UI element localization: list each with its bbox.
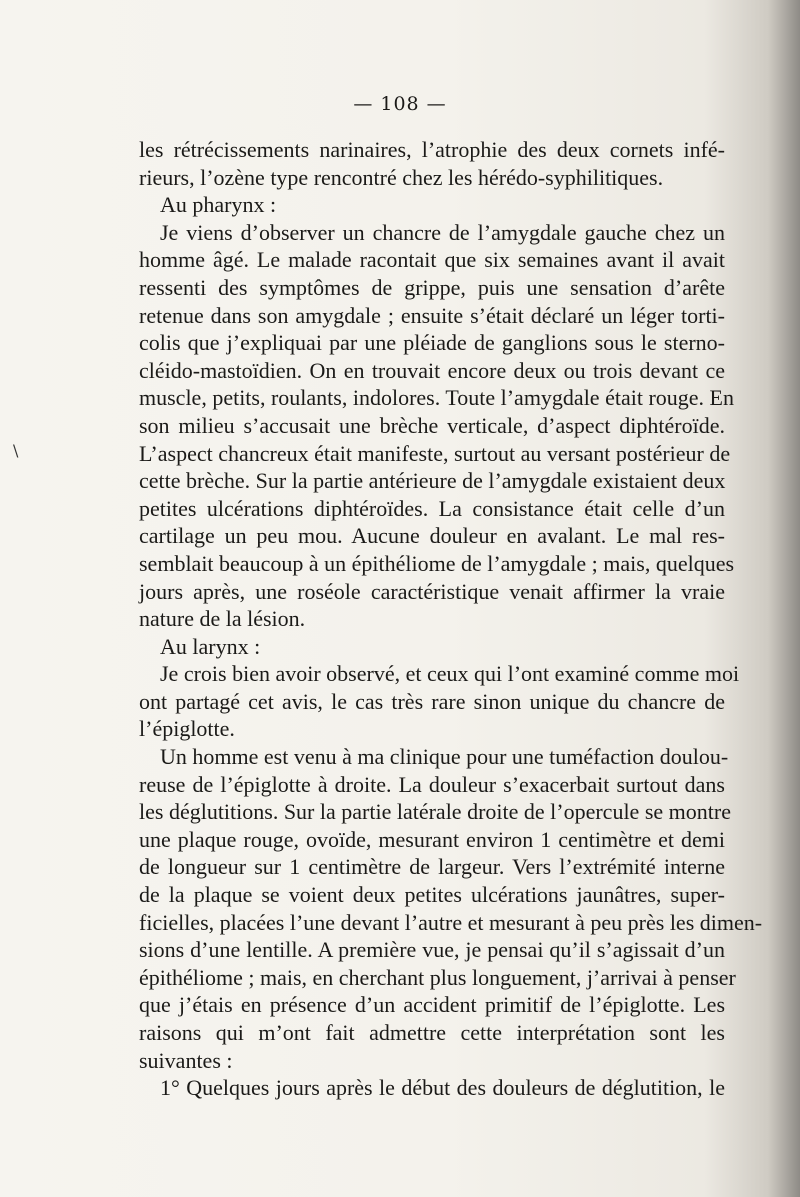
text-line: muscle, petits, roulants, indolores. Toute l’amygdale était rouge. En [139,385,734,411]
text-line: de longueur sur 1 centimètre de largeur. Vers l’extrémité interne [139,854,725,880]
text-line: cléido-mastoïdien. On en trouvait encore deux ou trois devant ce [139,357,725,383]
section-heading-pharynx: Au pharynx : [160,192,277,218]
page-number: — 108 — [353,93,447,115]
text-line: les rétrécissements narinaires, l’atrophie des deux cornets infé- [139,137,725,162]
text-line: reuse de l’épiglotte à droite. La douleur s’exacerbait surtout dans [139,771,725,797]
body-text [139,136,763,1102]
text-line: Je crois bien avoir observé, et ceux qui l’ont examiné comme moi [160,661,740,687]
text-line: sions d’une lentille. A première vue, je pensai qu’il s’agissait d’un [139,937,725,963]
text-line: L’aspect chancreux était manifeste, surtout au versant postérieur de [139,440,731,466]
text-line: semblait beaucoup à un épithéliome de l’amygdale ; mais, quelques [139,550,735,576]
text-line: Un homme est venu à ma clinique pour une tuméfaction doulou- [160,744,729,770]
margin-mark: \ [13,441,19,460]
text-line: que j’étais en présence d’un accident primitif de l’épiglotte. Les [139,992,725,1018]
text-line: petites ulcérations diphtéroïdes. La consistance était celle d’un [139,495,725,521]
text-line: ont partagé cet avis, le cas très rare sinon unique du chancre de [139,688,725,714]
text-line: nature de la lésion. [139,606,306,632]
text-line: les déglutitions. Sur la partie latérale droite de l’opercule se montre [139,799,731,825]
text-line: ficielles, placées l’une devant l’autre et mesurant à peu près les dimen- [139,909,763,935]
text-line: jours après, une roséole caractéristique venait affirmer la vraie [139,578,725,604]
text-line: une plaque rouge, ovoïde, mesurant environ 1 centimètre et demi [139,826,725,852]
text-line: colis que j’expliquai par une pléiade de ganglions sous le sterno- [139,330,725,356]
text-line: son milieu s’accusait une brèche verticale, d’aspect diphtéroïde. [139,412,725,438]
text-line: ressenti des symptômes de grippe, puis une sensation d’arête [139,274,725,300]
text-line: l’épiglotte. [139,716,235,742]
text-line: épithéliome ; mais, en cherchant plus longuement, j’arrivai à penser [139,964,736,990]
text-line: 1° Quelques jours après le début des douleurs de déglutition, le [160,1075,725,1101]
text-line: retenue dans son amygdale ; ensuite s’était déclaré un léger torti- [139,302,725,328]
text-line: cette brèche. Sur la partie antérieure de l’amygdale existaient deux [139,468,726,494]
section-heading-larynx: Au larynx : [160,633,261,659]
text-line: rieurs, l’ozène type rencontré chez les hérédo-syphilitiques. [139,164,664,190]
text-line: cartilage un peu mou. Aucune douleur en avalant. Le mal res- [139,523,725,549]
text-line: raisons qui m’ont fait admettre cette interprétation sont les [139,1020,725,1045]
text-line: Je viens d’observer un chancre de l’amygdale gauche chez un [160,219,725,245]
text-line: de la plaque se voient deux petites ulcérations jaunâtres, super- [139,882,725,908]
text-line: homme âgé. Le malade racontait que six semaines avant il avait [139,247,725,273]
text-line: suivantes : [139,1047,233,1073]
